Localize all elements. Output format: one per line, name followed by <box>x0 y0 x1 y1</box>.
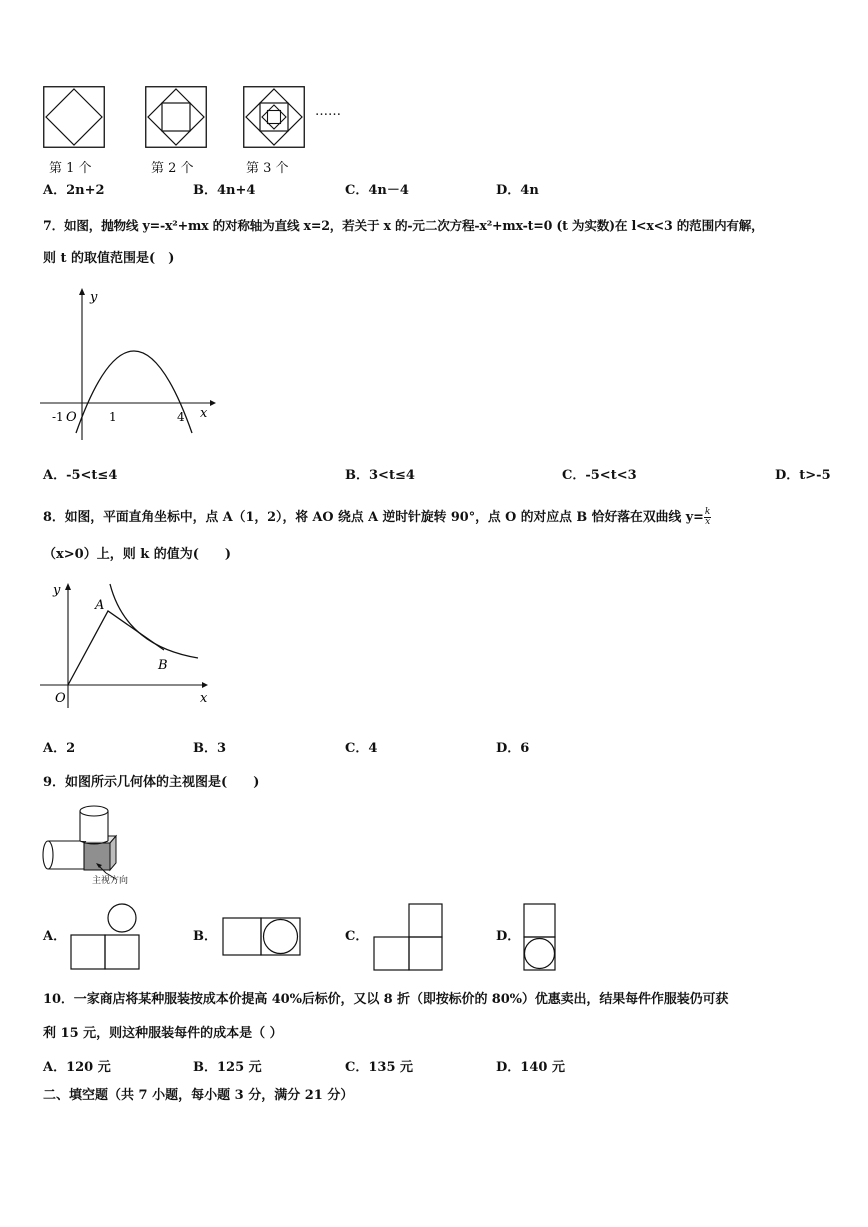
q6-figure-2 <box>145 86 207 148</box>
q9-direction-label: 主视方向 <box>92 876 129 886</box>
q9-option-c-view[interactable] <box>373 903 443 971</box>
q10-option-c-letter: C． <box>345 1060 369 1075</box>
q8-option-a-letter: A． <box>43 741 67 756</box>
q8-stem-line1 <box>43 508 711 527</box>
q6-option-a-letter: A． <box>43 183 67 198</box>
q9-option-a-view[interactable] <box>70 903 140 971</box>
q8-option-d-letter: D． <box>496 741 521 756</box>
q6-option-d-letter: D． <box>496 183 521 198</box>
q7-parabola-graph <box>38 285 218 445</box>
q7-stem-line1: 7．如图，抛物线 y=-x²+mx 的对称轴为直线 x=2，若关于 x 的-元二次方程-x²+mx-t=0 (t 为实数)在 l<x<3 的范围内有解， <box>43 218 764 233</box>
q10-option-a-letter: A． <box>43 1060 67 1075</box>
q9-option-d[interactable] <box>496 929 520 945</box>
q8-option-c-letter: C． <box>345 741 369 756</box>
q7-stem-line2: 则 t 的取值范围是( ) <box>43 251 175 266</box>
q9-option-b[interactable] <box>193 929 217 945</box>
q7-y-label: y <box>90 290 98 305</box>
q7-option-b-text: 3<t≤4 <box>369 468 415 483</box>
q10-option-d-letter: D． <box>496 1060 521 1075</box>
q8-y-label: y <box>53 583 61 598</box>
q7-origin-label: O <box>66 410 77 425</box>
q9-option-c-letter: C． <box>345 929 369 944</box>
q8-fraction <box>704 508 711 527</box>
q7-option-b-letter: B． <box>345 468 369 483</box>
q9-option-b-letter: B． <box>193 929 217 944</box>
q7-option-a-letter: A． <box>43 468 67 483</box>
section-2-heading: 二、填空题（共 7 小题，每小题 3 分，满分 21 分） <box>43 1088 354 1103</box>
q9-stem: 9．如图所示几何体的主视图是( ) <box>43 775 260 790</box>
q8-option-c[interactable] <box>345 741 377 757</box>
q7-option-a[interactable] <box>43 468 117 484</box>
q8-origin-label: O <box>55 691 66 706</box>
q8-stem-line2: （x>0）上，则 k 的值为( ) <box>43 547 232 562</box>
q10-option-b-text: 125 元 <box>217 1060 262 1075</box>
q7-option-d[interactable] <box>775 468 831 484</box>
q8-option-d-text: 6 <box>520 741 530 756</box>
q7-option-b[interactable] <box>345 468 415 484</box>
q10-option-a[interactable] <box>43 1060 111 1076</box>
q6-option-a-text: 2n+2 <box>66 183 105 198</box>
q6-figure-2-label: 第 2 个 <box>151 161 194 176</box>
q10-option-d-text: 140 元 <box>520 1060 565 1075</box>
q6-option-a[interactable] <box>43 183 105 199</box>
q9-option-d-letter: D． <box>496 929 521 944</box>
q7-tick-4: 4 <box>177 410 185 424</box>
q8-point-b-label: B <box>158 658 168 673</box>
q8-option-d[interactable] <box>496 741 529 757</box>
q8-fraction-numerator: k <box>704 507 711 517</box>
q8-option-a-text: 2 <box>66 741 76 756</box>
q7-option-c[interactable] <box>562 468 637 484</box>
q9-option-d-view[interactable] <box>523 903 557 971</box>
q7-x-label: x <box>200 406 208 421</box>
q6-figure-3-label: 第 3 个 <box>246 161 289 176</box>
q10-option-c[interactable] <box>345 1060 413 1076</box>
q6-option-d[interactable] <box>496 183 539 199</box>
q10-option-b-letter: B． <box>193 1060 217 1075</box>
q8-option-b-text: 3 <box>217 741 227 756</box>
q8-fraction-denominator: x <box>705 517 711 527</box>
q8-option-b[interactable] <box>193 741 226 757</box>
q6-option-c[interactable] <box>345 183 409 199</box>
q9-option-b-view[interactable] <box>222 917 302 957</box>
q6-option-b-letter: B． <box>193 183 217 198</box>
q6-option-c-text: 4n－4 <box>368 183 409 198</box>
q9-option-a[interactable] <box>43 929 66 945</box>
q7-option-a-text: -5<t≤4 <box>66 468 118 483</box>
q6-figure-3 <box>243 86 305 148</box>
q8-stem-line1-text: 8．如图，平面直角坐标中，点 A（1，2），将 AO 绕点 A 逆时针旋转 90°，点 O 的对应点 B 恰好落在双曲线 y= <box>43 510 704 525</box>
q8-option-b-letter: B． <box>193 741 217 756</box>
q10-option-a-text: 120 元 <box>66 1060 111 1075</box>
q6-option-c-letter: C． <box>345 183 369 198</box>
q7-tick-1: 1 <box>109 410 117 424</box>
q10-stem-line1: 10．一家商店将某种服装按成本价提高 40%后标价，又以 8 折（即按标价的 80%）优惠卖出，结果每件作服装仍可获 <box>43 992 729 1007</box>
q10-option-b[interactable] <box>193 1060 262 1076</box>
q6-option-b[interactable] <box>193 183 255 199</box>
q7-option-c-letter: C． <box>562 468 586 483</box>
q9-option-a-letter: A． <box>43 929 67 944</box>
q10-option-c-text: 135 元 <box>368 1060 414 1075</box>
q10-option-d[interactable] <box>496 1060 565 1076</box>
q8-hyperbola-graph <box>38 578 218 718</box>
q8-x-label: x <box>200 691 208 706</box>
q6-figure-1 <box>43 86 105 148</box>
q7-tick-neg1: -1 <box>52 410 64 424</box>
q8-option-c-text: 4 <box>368 741 378 756</box>
q8-point-a-label: A <box>95 598 105 613</box>
q6-figure-1-label: 第 1 个 <box>49 161 92 176</box>
q6-option-b-text: 4n+4 <box>217 183 256 198</box>
q10-stem-line2: 利 15 元，则这种服装每件的成本是（ ） <box>43 1026 283 1041</box>
q6-ellipsis: …… <box>315 104 341 119</box>
q7-option-d-letter: D． <box>775 468 800 483</box>
q9-option-c[interactable] <box>345 929 368 945</box>
q7-option-d-text: t>-5 <box>799 468 831 483</box>
q6-option-d-text: 4n <box>520 183 539 198</box>
q7-option-c-text: -5<t<3 <box>585 468 637 483</box>
q8-option-a[interactable] <box>43 741 75 757</box>
